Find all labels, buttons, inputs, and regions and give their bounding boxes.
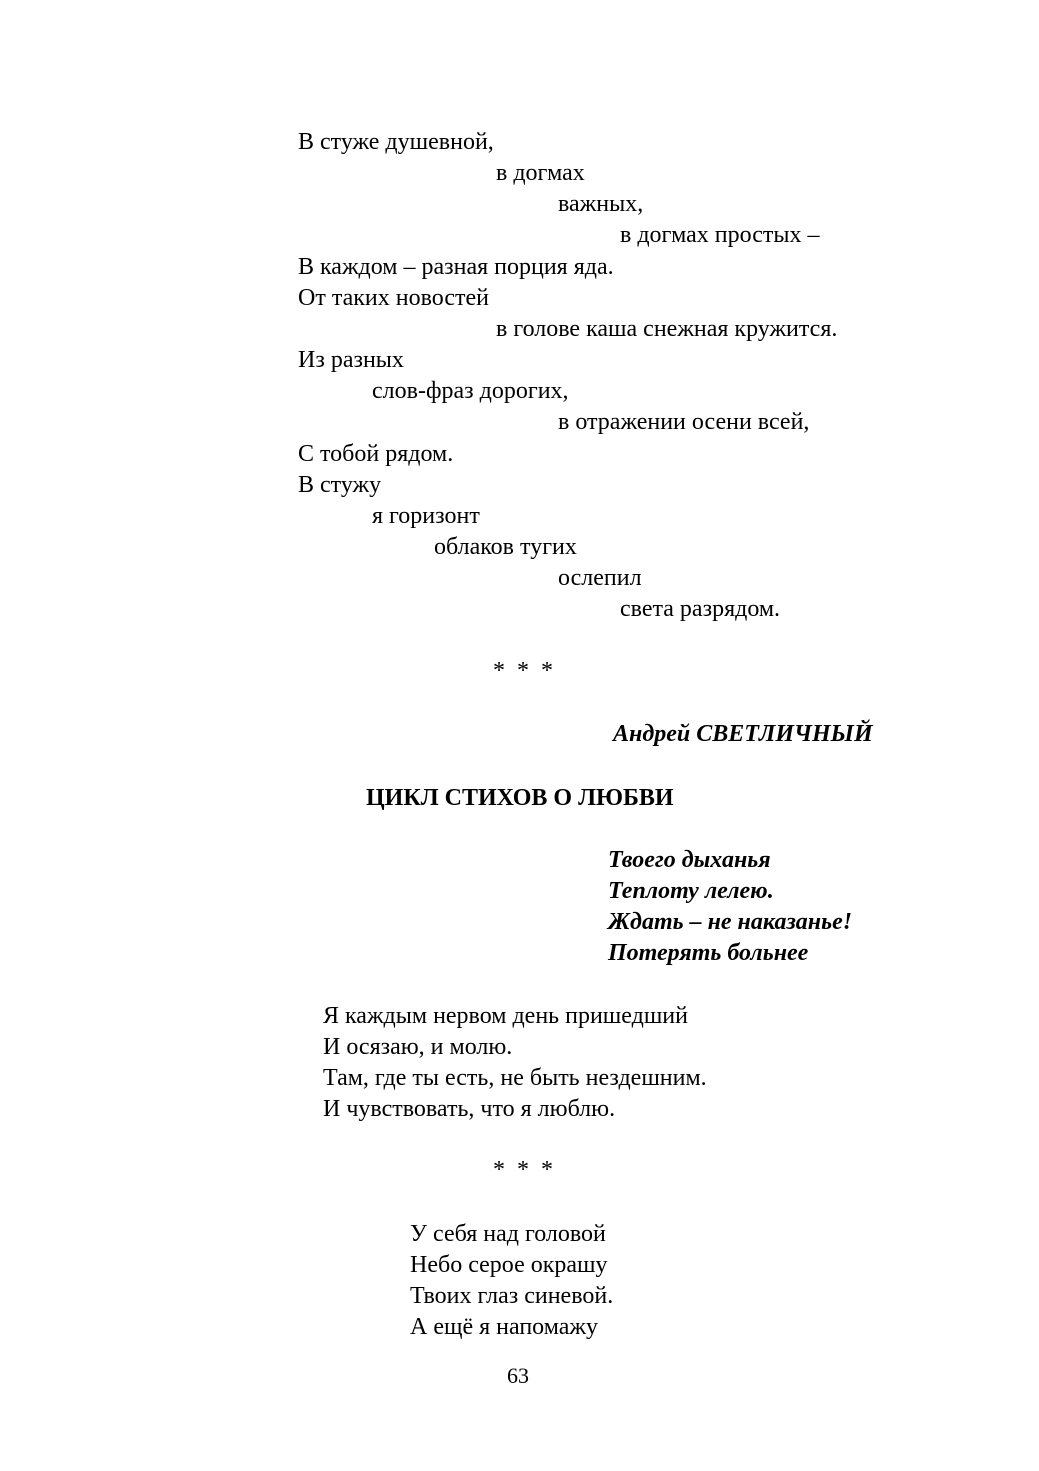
section-separator: * * *	[493, 1157, 556, 1183]
poem-line: Там, где ты есть, не быть нездешним.	[323, 1065, 707, 1091]
cycle-title: ЦИКЛ СТИХОВ О ЛЮБВИ	[366, 785, 674, 811]
epigraph-line: Потерять больнее	[608, 940, 809, 966]
poem-line: В стужу	[298, 472, 382, 498]
poem-line: В каждом – разная порция яда.	[298, 254, 614, 280]
poem-line: У себя над головой	[410, 1221, 606, 1247]
poem-line: в отражении осени всей,	[558, 409, 810, 435]
poem-line: Небо серое окрашу	[410, 1252, 608, 1278]
poem-line: А ещё я напомажу	[410, 1314, 598, 1340]
poem-line: И чувствовать, что я люблю.	[323, 1096, 616, 1122]
poem-line: в догмах	[496, 160, 585, 186]
epigraph-line: Ждать – не наказанье!	[608, 909, 853, 935]
poem-line: важных,	[558, 191, 644, 217]
page-number: 63	[507, 1363, 529, 1388]
poem-line: света разрядом.	[620, 596, 781, 622]
poem-line: Из разных	[298, 347, 404, 373]
poem-line: ослепил	[558, 565, 642, 591]
poem-line: От таких новостей	[298, 285, 490, 311]
epigraph-line: Твоего дыханья	[608, 847, 771, 873]
section-separator: * * *	[493, 658, 556, 684]
poem-line: в догмах простых –	[620, 222, 820, 248]
poem-line: В стуже душевной,	[298, 129, 494, 155]
poem-line: слов-фраз дорогих,	[372, 378, 569, 404]
poem-line: облаков тугих	[434, 534, 577, 560]
author-name: Андрей СВЕТЛИЧНЫЙ	[613, 721, 873, 747]
epigraph-line: Теплоту лелею.	[608, 878, 774, 904]
poem-line: И осязаю, и молю.	[323, 1034, 513, 1060]
poem-line: С тобой рядом.	[298, 441, 454, 467]
poem-line: Я каждым нервом день пришедший	[323, 1003, 688, 1029]
poem-line: в голове каша снежная кружится.	[496, 316, 838, 342]
poem-line: Твоих глаз синевой.	[410, 1283, 614, 1309]
poem-line: я горизонт	[372, 503, 480, 529]
